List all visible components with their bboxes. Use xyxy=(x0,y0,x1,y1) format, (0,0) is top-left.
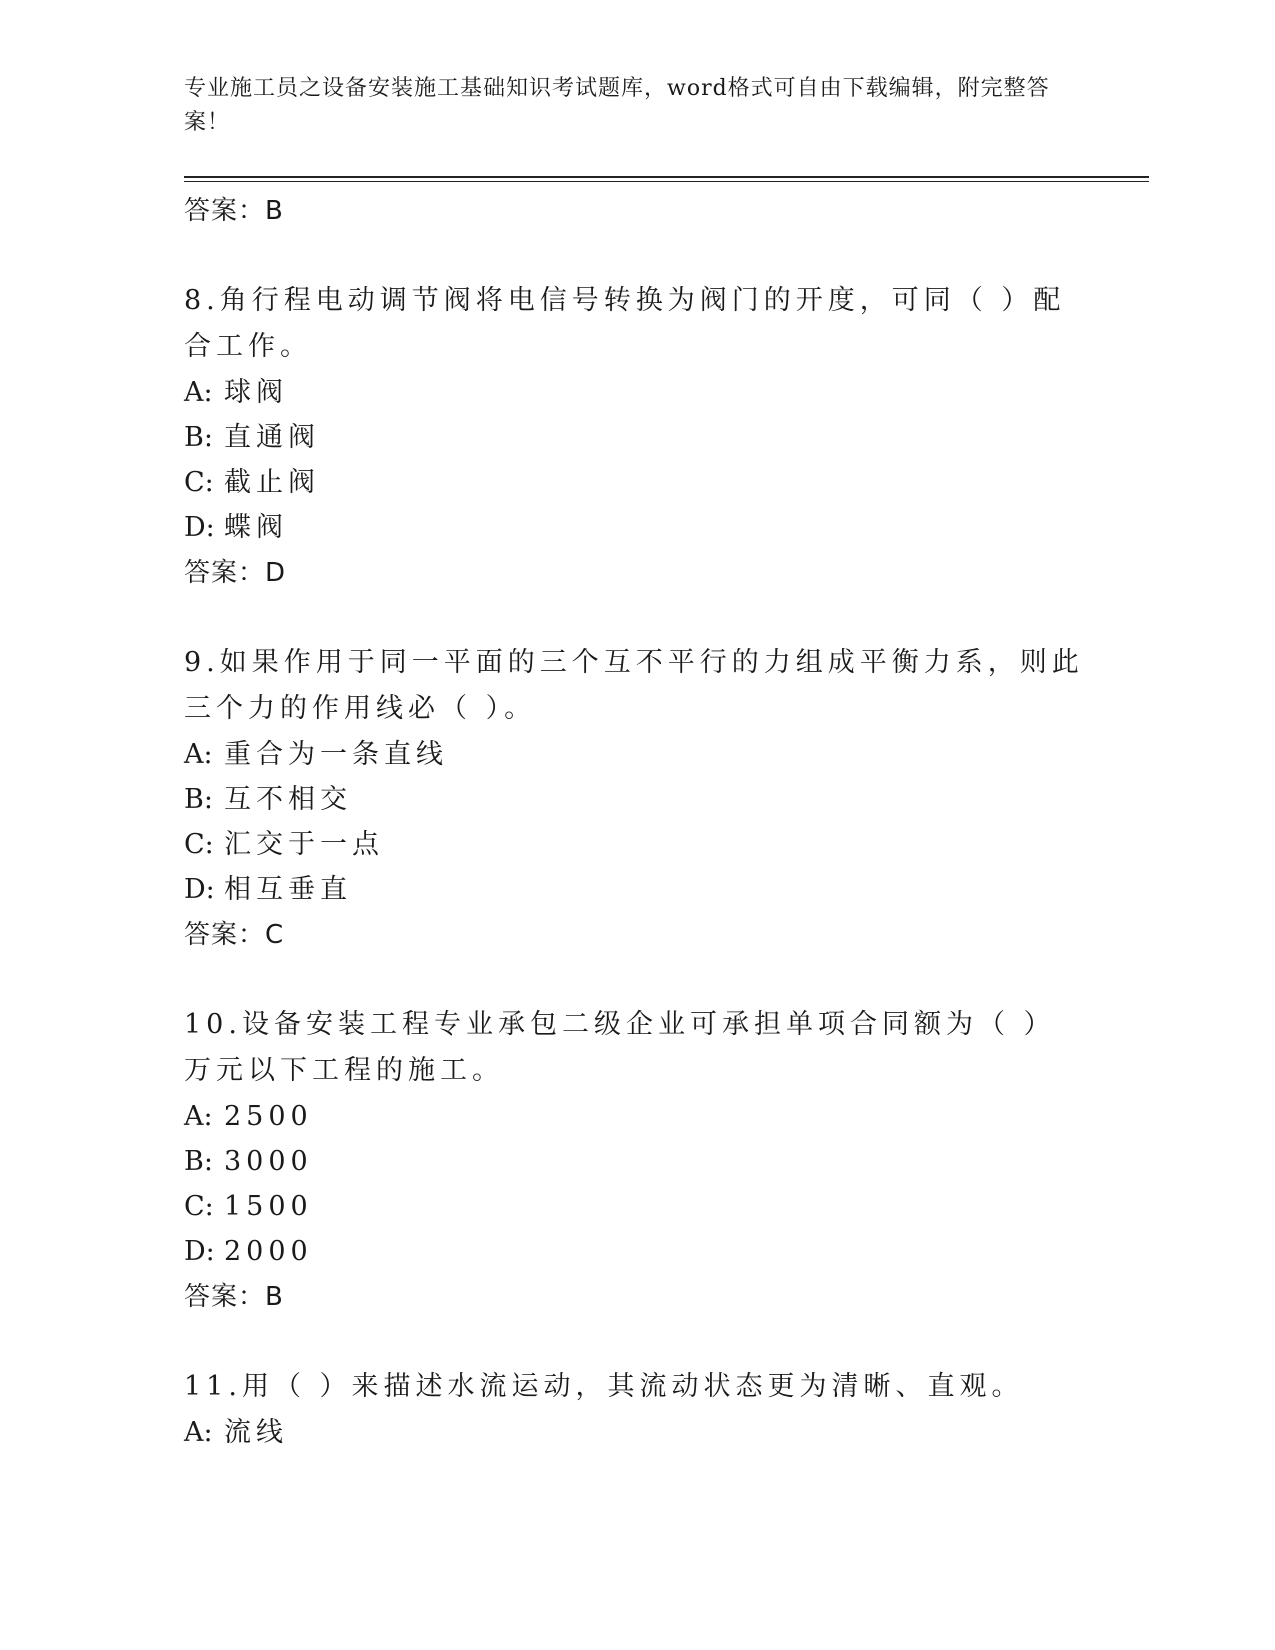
option-text: 相互垂直 xyxy=(224,874,352,905)
header-rule-thick xyxy=(184,176,1149,178)
option-key: B: xyxy=(184,1146,213,1177)
option-b xyxy=(184,415,1084,460)
question-list xyxy=(184,188,1084,1455)
option-b xyxy=(184,1139,1084,1184)
answer-line: 答案：B xyxy=(184,196,284,226)
option-a xyxy=(184,732,1084,777)
option-text: 2000 xyxy=(224,1236,313,1267)
option-key: C: xyxy=(184,829,214,860)
option-text: 3000 xyxy=(224,1146,313,1177)
option-a xyxy=(184,370,1084,415)
option-d xyxy=(184,505,1084,550)
option-key: C: xyxy=(184,467,214,498)
option-b xyxy=(184,777,1084,822)
question-block xyxy=(184,1002,1084,1320)
option-key: D: xyxy=(184,874,215,905)
option-text: 互不相交 xyxy=(224,784,352,815)
page-header: 专业施工员之设备安装施工基础知识考试题库，word格式可自由下载编辑，附完整答案！ xyxy=(184,76,1050,135)
option-text: 直通阀 xyxy=(224,422,320,453)
option-c xyxy=(184,822,1084,867)
header-rule-thin xyxy=(184,181,1149,182)
answer-line: 答案：B xyxy=(184,1282,284,1312)
option-a xyxy=(184,1094,1084,1139)
option-c xyxy=(184,1184,1084,1229)
option-a xyxy=(184,1410,1084,1455)
option-text: 蝶阀 xyxy=(224,512,288,543)
option-text: 球阀 xyxy=(224,377,288,408)
option-key: B: xyxy=(184,784,213,815)
option-key: A: xyxy=(184,1417,213,1448)
answer-line: 答案：C xyxy=(184,920,285,950)
option-text: 截止阀 xyxy=(224,467,320,498)
option-key: D: xyxy=(184,512,215,543)
question-block xyxy=(184,278,1084,596)
question-stem: 9.如果作用于同一平面的三个互不平行的力组成平衡力系，则此三个力的作用线必（ ）。 xyxy=(184,647,1084,724)
option-key: A: xyxy=(184,1101,213,1132)
option-key: B: xyxy=(184,422,213,453)
question-block xyxy=(184,1364,1084,1455)
option-key: C: xyxy=(184,1191,214,1222)
option-c xyxy=(184,460,1084,505)
option-key: A: xyxy=(184,377,213,408)
option-key: A: xyxy=(184,739,213,770)
option-key: D: xyxy=(184,1236,215,1267)
option-text: 流线 xyxy=(224,1417,288,1448)
option-d xyxy=(184,1229,1084,1274)
question-stem: 8.角行程电动调节阀将电信号转换为阀门的开度，可同（ ）配合工作。 xyxy=(184,285,1066,362)
option-text: 汇交于一点 xyxy=(224,829,384,860)
option-d xyxy=(184,867,1084,912)
answer-line: 答案：D xyxy=(184,558,287,588)
option-text: 重合为一条直线 xyxy=(224,739,448,770)
question-stem: 10.设备安装工程专业承包二级企业可承担单项合同额为（ ）万元以下工程的施工。 xyxy=(184,1009,1056,1086)
question-block xyxy=(184,640,1084,958)
option-text: 1500 xyxy=(224,1191,313,1222)
question-stem: 11.用（ ）来描述水流运动，其流动状态更为清晰、直观。 xyxy=(184,1371,1024,1402)
option-text: 2500 xyxy=(224,1101,313,1132)
